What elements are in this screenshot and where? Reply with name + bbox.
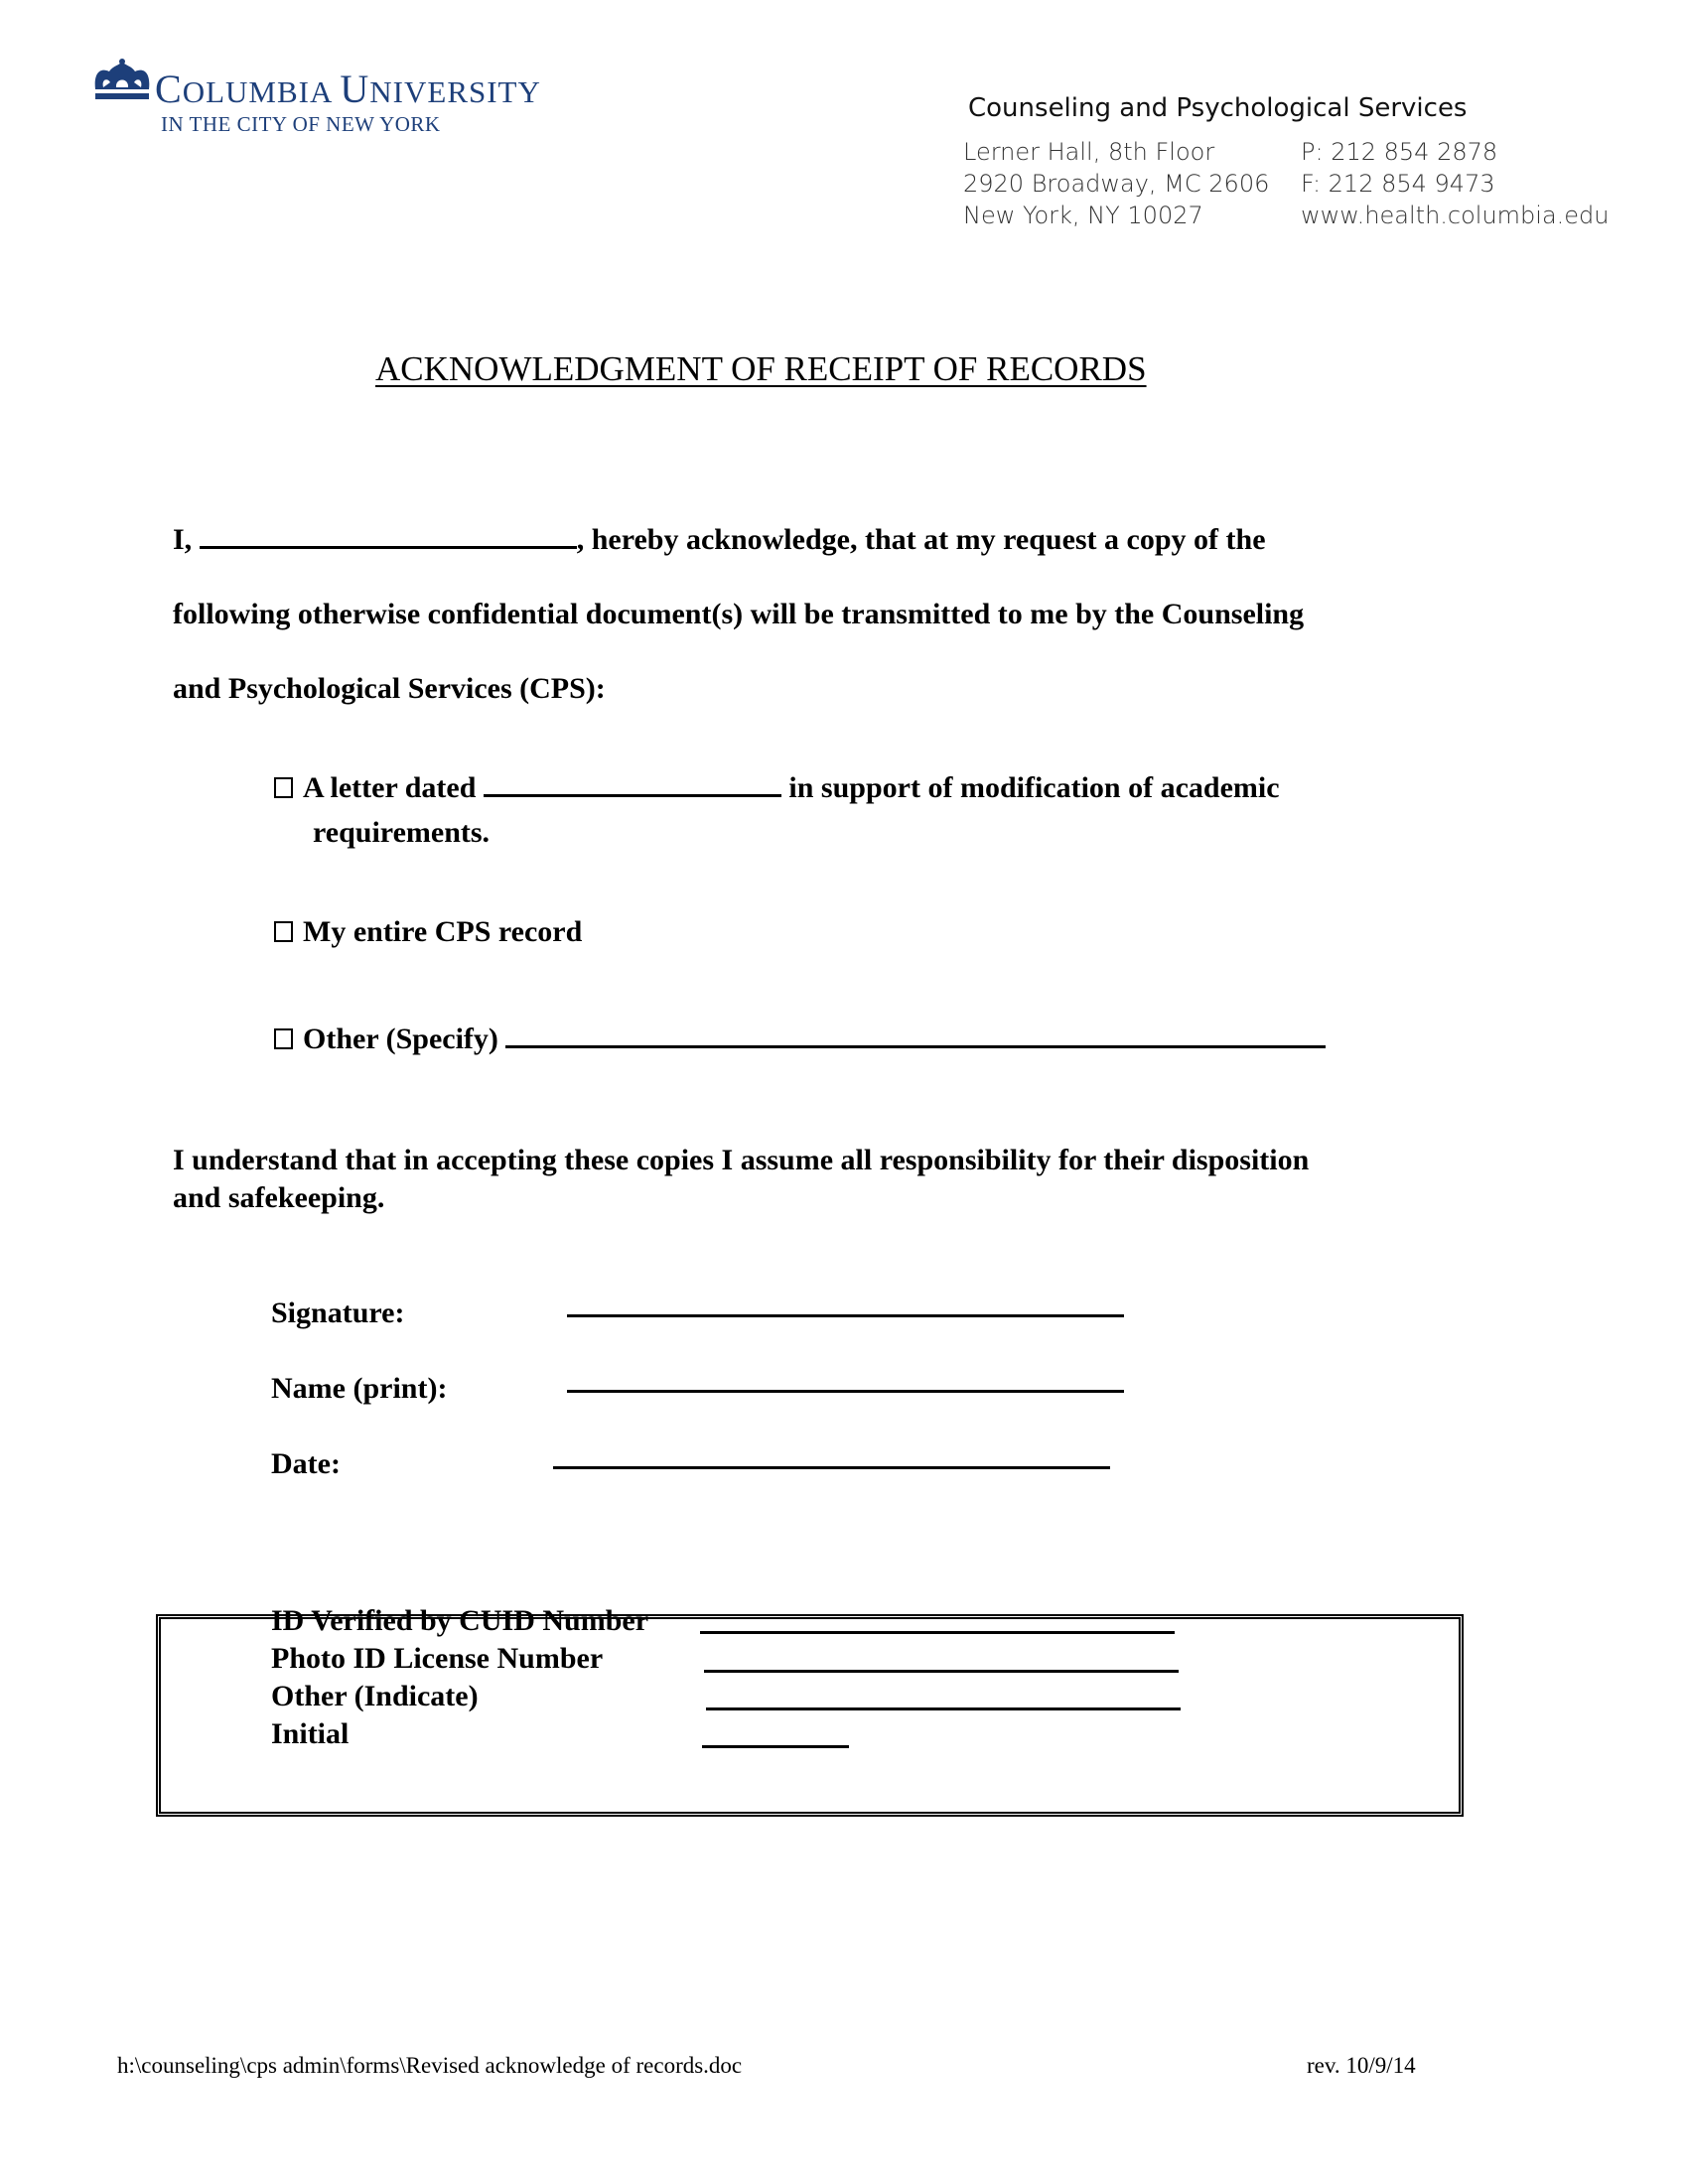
option-entire-record [274, 915, 582, 949]
letter-date-field[interactable] [484, 772, 781, 797]
document-title: ACKNOWLEDGMENT OF RECEIPT OF RECORDS [375, 349, 1147, 388]
checkbox-other[interactable] [274, 1028, 293, 1049]
responsibility-line-1: I understand that in accepting these copies I assume all responsibility for their disposition [173, 1144, 1310, 1176]
option-entire-record-label: My entire CPS record [303, 915, 583, 948]
cuid-label: ID Verified by CUID Number [271, 1604, 649, 1637]
acknowledgment-line-1 [173, 523, 1266, 557]
checkbox-letter[interactable] [274, 777, 293, 798]
university-name: COLUMBIA UNIVERSITY [155, 67, 541, 111]
university-subtitle: IN THE CITY OF NEW YORK [161, 112, 441, 136]
phone-number: P: 212 854 2878 [1301, 138, 1498, 166]
para1-end: , hereby acknowledge, that at my request a copy of the [576, 523, 1266, 556]
acknowledgment-line-3: and Psychological Services (CPS): [173, 672, 606, 705]
name-print-field[interactable] [567, 1390, 1124, 1393]
other-indicate-field[interactable] [706, 1707, 1181, 1710]
photo-id-field[interactable] [704, 1670, 1179, 1673]
option-other-label: Other (Specify) [303, 1023, 506, 1055]
initial-field[interactable] [702, 1745, 849, 1748]
option-other [274, 1023, 1326, 1056]
crown-icon [91, 58, 153, 101]
footer-file-path: h:\counseling\cps admin\forms\Revised acknowledge of records.doc [117, 2053, 743, 2078]
cuid-field[interactable] [700, 1631, 1175, 1634]
name-print-label: Name (print): [271, 1372, 448, 1405]
option-letter-label: A letter dated [303, 771, 484, 804]
website-link[interactable]: www.health.columbia.edu [1301, 202, 1610, 229]
acknowledgment-line-2: following otherwise confidential document(s) will be transmitted to me by the Counseling [173, 598, 1305, 630]
name-blank-field[interactable] [200, 524, 577, 549]
option-letter-continuation: requirements. [313, 816, 491, 849]
photo-id-label: Photo ID License Number [271, 1642, 604, 1675]
other-specify-field[interactable] [505, 1024, 1326, 1048]
address-line-2: 2920 Broadway, MC 2606 [963, 170, 1270, 198]
footer-revision: rev. 10/9/14 [1307, 2053, 1416, 2078]
checkbox-entire-record[interactable] [274, 921, 293, 942]
signature-label: Signature: [271, 1297, 405, 1329]
fax-number: F: 212 854 9473 [1301, 170, 1495, 198]
department-name: Counseling and Psychological Services [968, 93, 1468, 123]
date-label: Date: [271, 1447, 341, 1480]
option-letter [274, 771, 1280, 805]
para1-start: I, [173, 523, 200, 556]
date-field[interactable] [553, 1466, 1110, 1469]
option-letter-label-end: in support of modification of academic [780, 771, 1280, 804]
signature-field[interactable] [567, 1314, 1124, 1317]
responsibility-line-2: and safekeeping. [173, 1181, 385, 1214]
address-line-3: New York, NY 10027 [963, 202, 1203, 229]
other-indicate-label: Other (Indicate) [271, 1680, 479, 1712]
initial-label: Initial [271, 1717, 350, 1750]
address-line-1: Lerner Hall, 8th Floor [963, 138, 1215, 166]
